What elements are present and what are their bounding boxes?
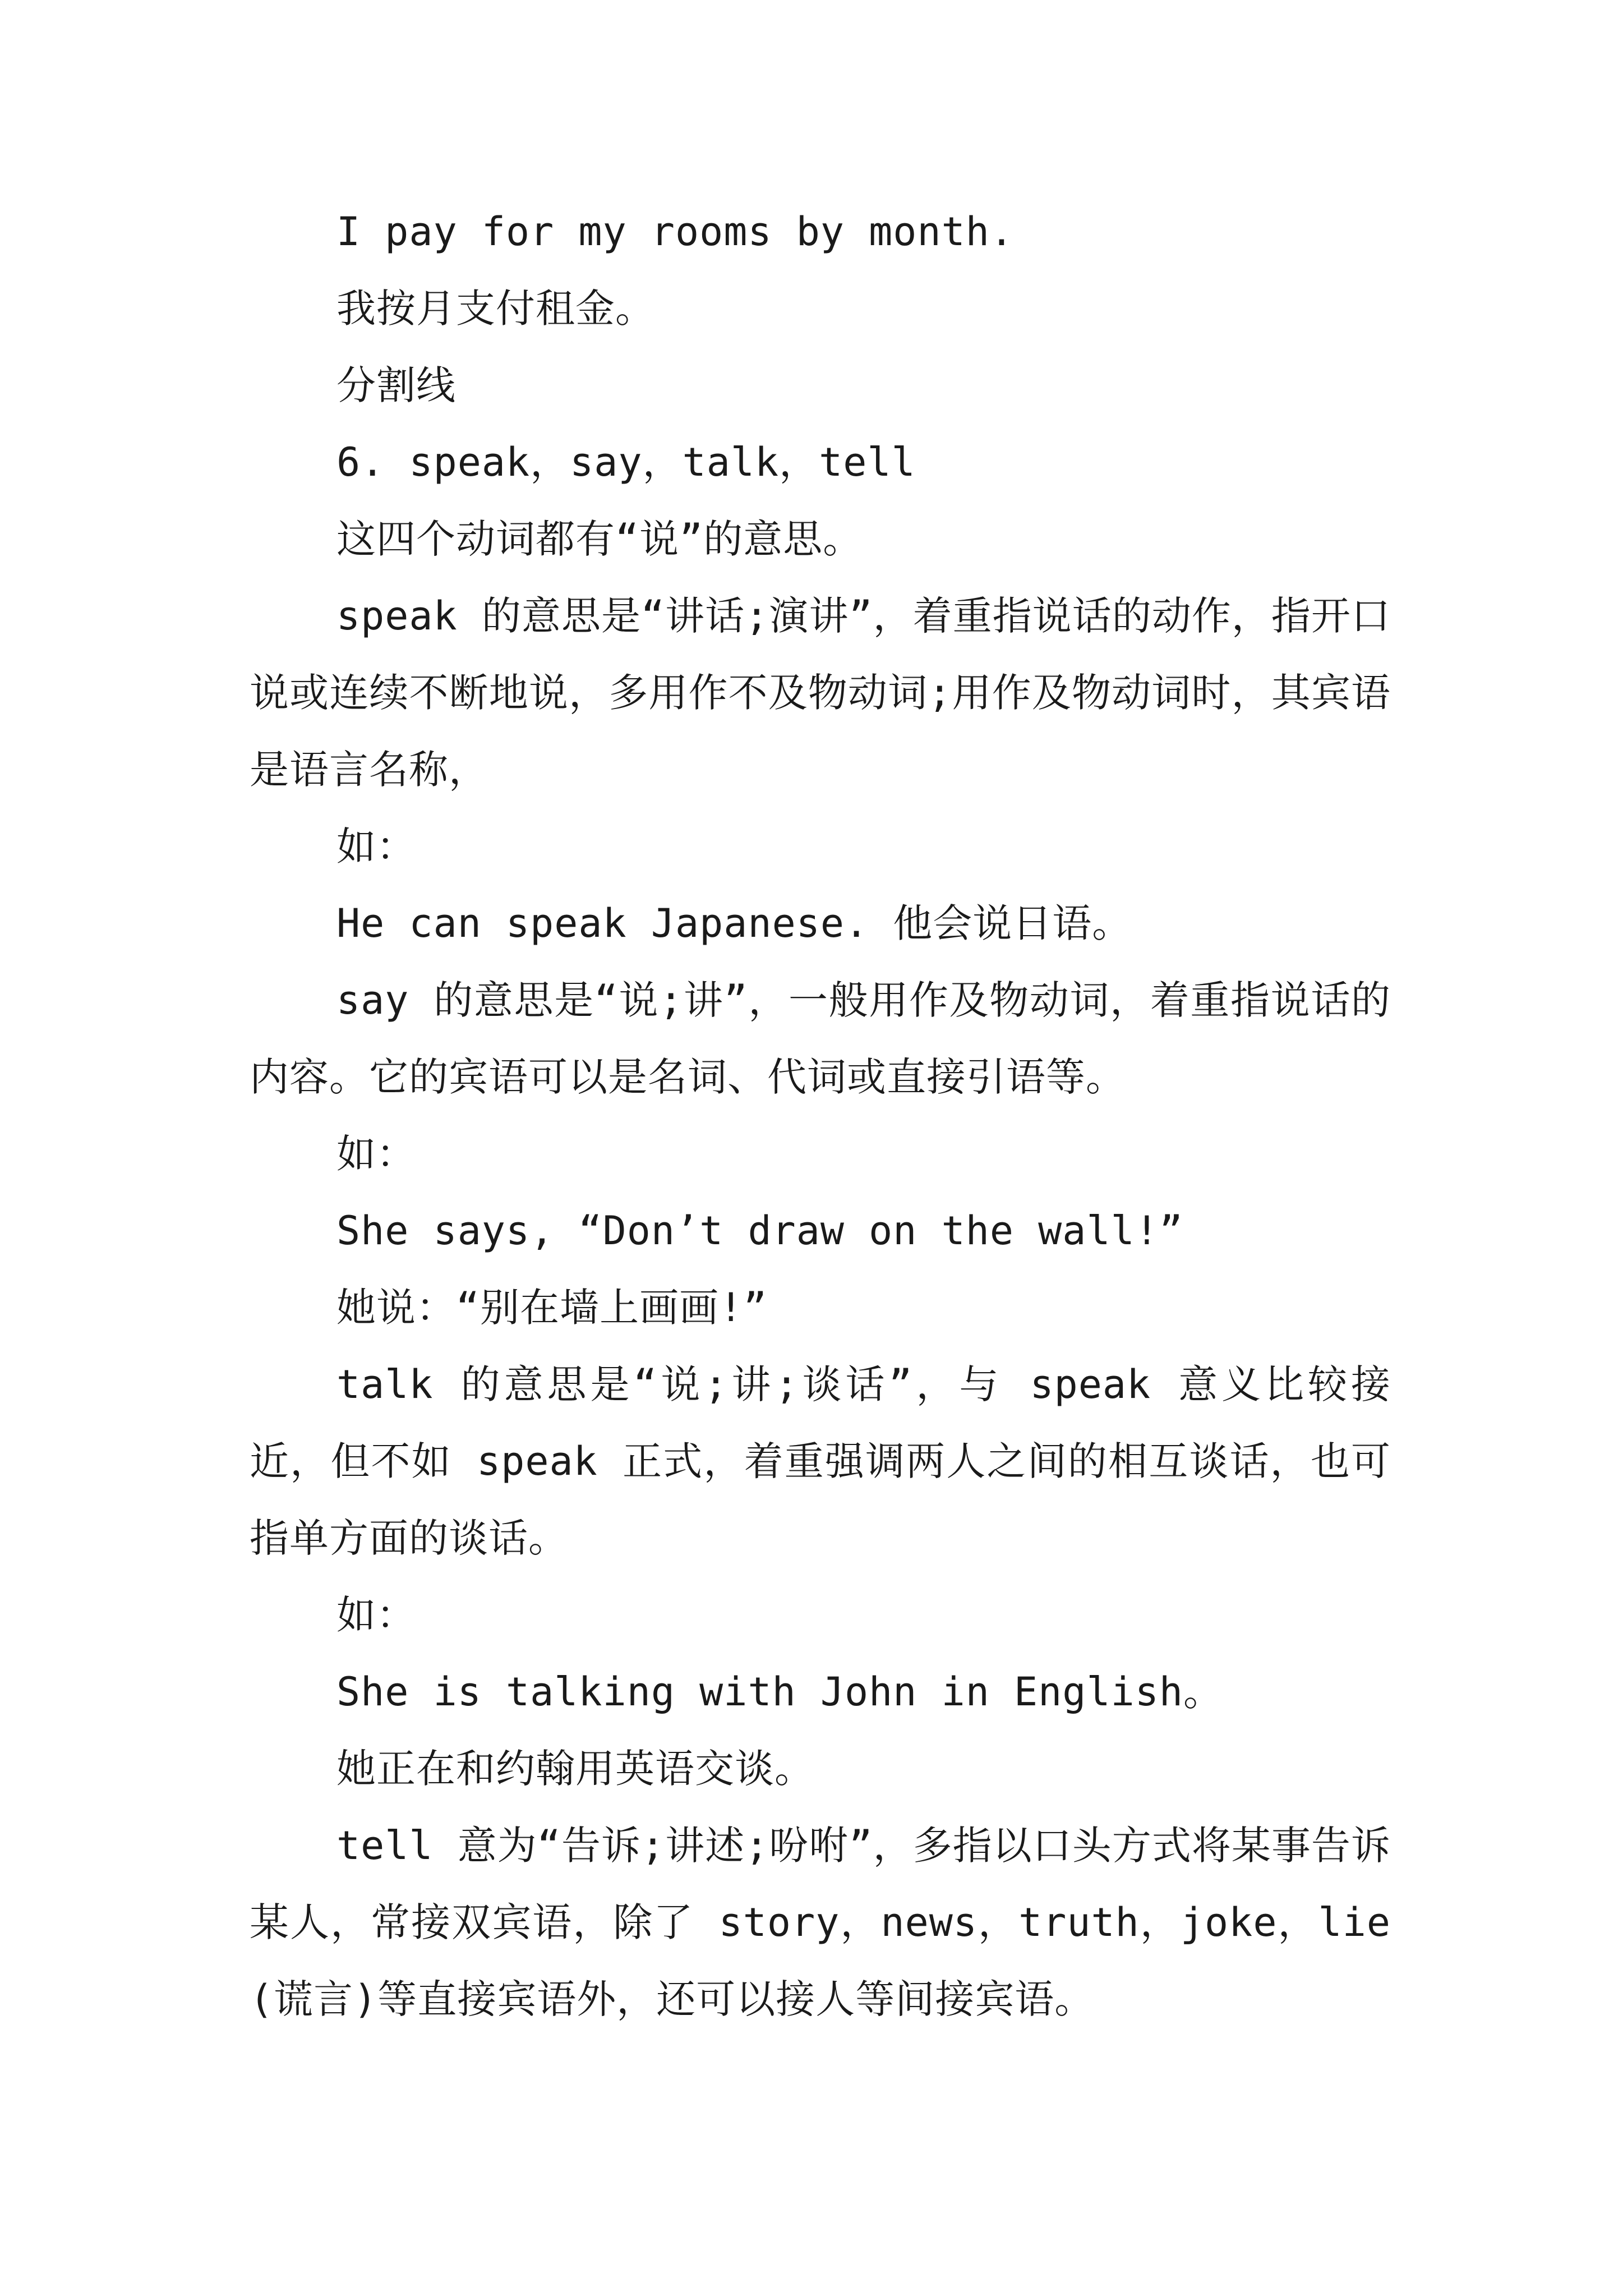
example-label: 如： [336, 1131, 416, 1177]
say-example: She says, “Don’t draw on the wall!” [336, 1208, 1184, 1254]
intro-paragraph: 这四个动词都有“说”的意思。 [336, 516, 863, 562]
example-sentence-rooms: I pay for my rooms by month. [336, 209, 1015, 255]
document-body [250, 194, 1391, 2038]
example-label: 如： [336, 823, 416, 869]
talk-explanation: talk 的意思是“说;讲;谈话”，与 speak 意义比较接近，但不如 speak 正式，着重强调两人之间的相互谈话，也可指单方面的谈话。 [250, 1361, 1391, 1561]
say-explanation: say 的意思是“说;讲”，一般用作及物动词，着重指说话的内容。它的宾语可以是名词、代词或直接引语等。 [250, 977, 1391, 1100]
speak-example: He can speak Japanese. 他会说日语。 [336, 900, 1132, 946]
translation-rooms: 我按月支付租金。 [336, 286, 655, 332]
say-example-translation: 她说：“别在墙上画画!” [336, 1285, 768, 1331]
tell-explanation: tell 意为“告诉;讲述;吩咐”，多指以口头方式将某事告诉某人，常接双宾语，除了 story，news，truth，joke，lie(谎言)等直接宾语外，还可以接人等间接宾语。 [250, 1823, 1391, 2022]
talk-example-translation: 她正在和约翰用英语交谈。 [336, 1746, 814, 1792]
section-heading: 6. speak，say，talk，tell [336, 439, 916, 485]
example-label: 如： [336, 1592, 416, 1638]
speak-explanation: speak 的意思是“讲话;演讲”，着重指说话的动作，指开口说或连续不断地说，多用作不及物动词;用作及物动词时，其宾语是语言名称， [250, 593, 1391, 793]
talk-example: She is talking with John in English。 [336, 1669, 1224, 1715]
divider-text: 分割线 [336, 362, 456, 408]
